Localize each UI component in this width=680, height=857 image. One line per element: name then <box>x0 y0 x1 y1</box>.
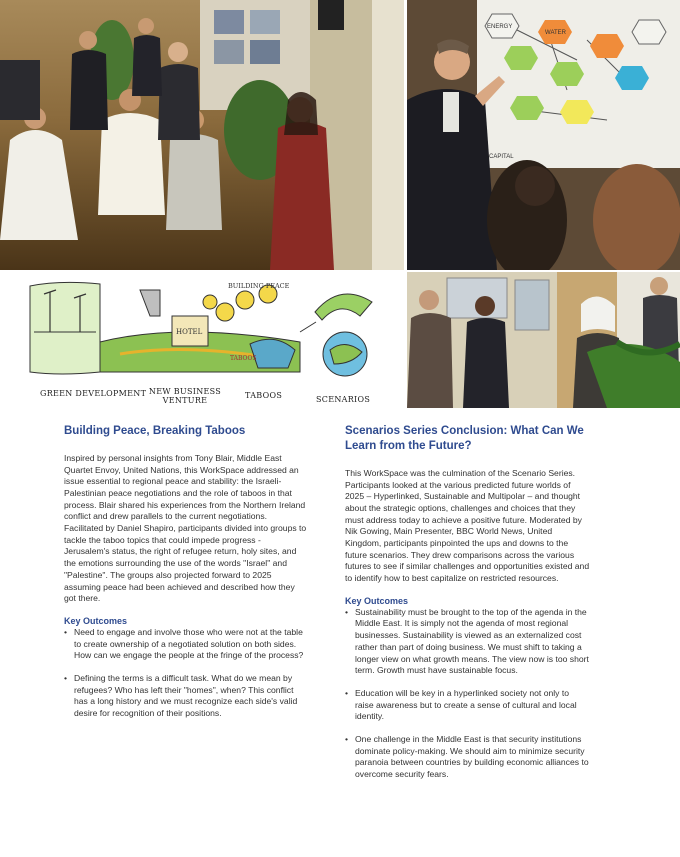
right-outcome-item: • One challenge in the Middle East is that security institutions dominate policy-making. We should aim to minimize security paranoia between countries by building economic alliances to overcome security fears. <box>345 734 590 781</box>
caption-scenarios: SCENARIOS <box>316 395 371 404</box>
sketch-illustration-panel <box>0 272 404 408</box>
caption-taboos: TABOOS <box>245 391 283 400</box>
sketch-taboos-text: TABOOS <box>230 355 257 362</box>
photo-presenter-whiteboard <box>407 0 680 270</box>
board-label-energy: ENERGY <box>487 24 513 30</box>
left-article-title: Building Peace, Breaking Taboos <box>64 425 246 437</box>
right-outcomes-list <box>345 607 590 781</box>
right-outcome-item: • Education will be key in a hyperlinked society not only to raise awareness but to create a sense of cultural and local identity. <box>345 688 590 723</box>
caption-new-business-venture: NEW BUSINESS VENTURE <box>148 387 222 405</box>
sketch-building-peace-label: BUILDING PEACE <box>228 282 290 290</box>
left-article-intro: Inspired by personal insights from Tony Blair, Middle East Quartet Envoy, United Nations, this WorkSpace addressed an issue essential to regional peace and stability: the Israeli-Palestinian peace negotiations and the role of taboos in that process. Blair shared his experiences from the Northern Ireland conflict and drew parallels to the current negotiations. Facilitated by Daniel Shapiro, participants divided into groups to tackle the taboo topics that could impede progress - Jerusalem's status, the right of refugee return, holy sites, and the emotions surrounding the use of the words "Israel" and "Palestine". The groups also projected forward to 2025 assuming peace had been achieved and described how they got there. <box>64 452 307 604</box>
left-outcomes-list <box>64 627 307 720</box>
board-label-water: WATER <box>545 30 566 36</box>
caption-green-development: GREEN DEVELOPMENT <box>40 389 147 398</box>
photo-conference-audience <box>0 0 404 270</box>
board-label-capital: CAPITAL <box>489 154 514 160</box>
right-key-outcomes-heading: Key Outcomes <box>345 595 409 606</box>
left-key-outcomes-heading: Key Outcomes <box>64 615 128 626</box>
right-outcome-item: • Sustainability must be brought to the top of the agenda in the Middle East. It is simply not the agenda of most regional businesses. Sustainability is viewed as an externalized cost rather than part of doing business. We must shift to taking a longer view on what growth means. The view now is too short term. Growth must have sustainable focus. <box>345 607 590 677</box>
photo-group-discussion <box>407 272 680 408</box>
article-scenarios-series <box>345 424 590 792</box>
left-outcome-item: • Need to engage and involve those who were not at the table to create ownership of a negotiated solution on both sides. How can we engage the people at the fringe of the process? <box>64 627 307 662</box>
left-outcome-item: • Defining the terms is a difficult task. What do we mean by refugees? Who has left their "homes", when? This conflict has a long history and we must recognize each side's valid desire for recognition of their positions. <box>64 673 307 720</box>
right-article-intro: This WorkSpace was the culmination of the Scenario Series. Participants looked at the various predicted future worlds of 2025 – Hyperlinked, Sustainable and Multipolar – and thought about the strategic options, challenges and choices that they must address today to achieve a positive future. Moderated by Nik Gowing, Main Presenter, BBC World News, United Kingdom, participants pinpointed the ups and downs to the future scenarios. They drew comparisons across the various futures to see if similar challenges and opportunities existed and to identify how to best capitalize on restricted resources. <box>345 467 590 584</box>
sketch-hotel-label: HOTEL <box>176 328 203 336</box>
right-article-title: Scenarios Series Conclusion: What Can We Learn from the Future? <box>345 425 584 452</box>
article-building-peace <box>64 424 307 731</box>
